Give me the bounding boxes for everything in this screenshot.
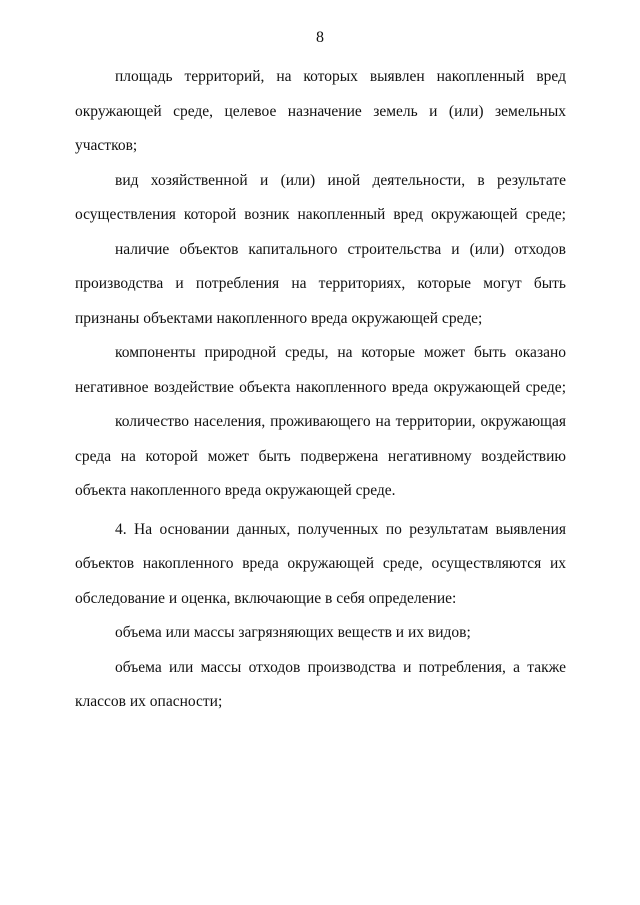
text-line: осуществления которой возник накопленный вред окружающей среде; (75, 206, 566, 223)
text-line: производства и потребления на территориях, которые могут быть (75, 275, 566, 292)
text-line: площадь территорий, на которых выявлен накопленный вред (115, 68, 566, 85)
text-line: классов их опасности; (75, 693, 223, 710)
text-line: объема или массы отходов производства и потребления, а также (115, 658, 566, 676)
document-body (75, 60, 566, 720)
paragraph-waste (75, 651, 566, 720)
paragraph-pollutants (75, 616, 566, 651)
text-line: вид хозяйственной и (или) иной деятельности, в результате (115, 171, 566, 189)
text-line: количество населения, проживающего на территории, окружающая (115, 413, 566, 430)
text-line: объекта накопленного вреда окружающей среде. (75, 482, 396, 499)
paragraph-population (75, 405, 566, 509)
paragraph-capital-objects (75, 233, 566, 337)
page-number: 8 (316, 29, 324, 46)
paragraph-territory-area (75, 60, 566, 164)
text-line: объема или массы загрязняющих веществ и их видов; (115, 624, 471, 641)
text-line: окружающей среде, целевое назначение земель и (или) земельных (75, 102, 566, 120)
text-line: наличие объектов капитального строительства и (или) отходов (115, 240, 566, 258)
text-line: признаны объектами накопленного вреда окружающей среде; (75, 309, 483, 327)
paragraph-natural-components (75, 336, 566, 405)
text-line: участков; (75, 137, 138, 154)
text-line: среда на которой может быть подвержена негативному воздействию (75, 447, 566, 465)
text-line: компоненты природной среды, на которые может быть оказано (115, 344, 566, 361)
text-line: объектов накопленного вреда окружающей среде, осуществляются их (75, 555, 566, 572)
paragraph-activity-type (75, 164, 566, 233)
text-line: негативное воздействие объекта накопленного вреда окружающей среде; (75, 378, 566, 396)
paragraph-item-4 (75, 513, 566, 617)
text-line: обследование и оценка, включающие в себя определение: (75, 589, 457, 607)
text-line: 4. На основании данных, полученных по результатам выявления (115, 520, 566, 538)
